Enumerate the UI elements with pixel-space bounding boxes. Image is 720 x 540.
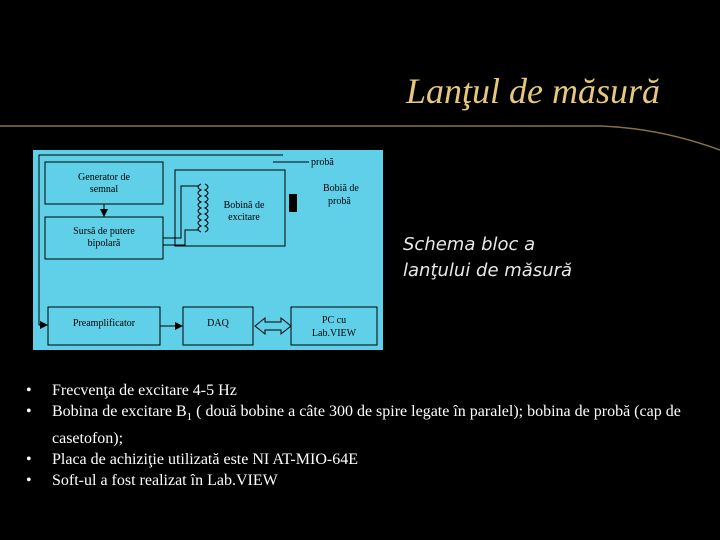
diagram-caption: [403, 232, 572, 284]
daq-label: DAQ: [207, 318, 229, 329]
slide-title: Lanţul de măsură: [405, 71, 660, 111]
bullet-item: [26, 401, 696, 449]
excitation-coil-label-1: Bobină de: [223, 200, 265, 211]
probe-coil-label-1: Bobiă de: [323, 183, 359, 194]
bullet-dot: •: [26, 403, 32, 420]
bullet-text-4: Soft-ul a fost realizat în Lab.VIEW: [52, 472, 278, 490]
block-diagram: [33, 150, 383, 350]
bullet-text-2-post: ( două bobine a câte 300 de spire legate în paralel); bobina de probă (cap de casetofon);: [52, 403, 681, 448]
bullet-dot: •: [26, 451, 32, 469]
bullet-item: [26, 470, 696, 491]
bullet-text-1: Frecvenţa de excitare 4-5 Hz: [52, 382, 237, 399]
power-supply-label-1: Sursă de putere: [73, 226, 135, 237]
generator-label-2: semnal: [89, 184, 119, 195]
bullet-dot: •: [26, 472, 32, 490]
preamp-label: Preamplificator: [72, 318, 136, 329]
caption-line-1: Schema bloc a: [403, 234, 536, 255]
probe-label: probă: [311, 157, 334, 168]
pc-label-2: Lab.VIEW: [311, 328, 357, 339]
bullet-text-2-sub: 1: [186, 411, 193, 424]
bullet-text-2-pre: Bobina de excitare B: [52, 403, 187, 420]
probe-coil-label-2: probă: [328, 196, 351, 207]
probe-head: [289, 194, 297, 212]
power-supply-label-2: bipolară: [87, 238, 121, 249]
bullet-item: [26, 380, 696, 401]
pc-label-1: PC cu: [321, 315, 347, 326]
excitation-coil-label-2: excitare: [228, 212, 260, 223]
bullet-list: [26, 380, 696, 491]
title-underline: [0, 124, 720, 152]
bullet-item: [26, 449, 696, 470]
caption-line-2: lanţului de măsură: [403, 260, 573, 281]
generator-label-1: Generator de: [78, 172, 130, 183]
bullet-text-3: Placa de achiziţie utilizată este NI AT-MIO-64E: [52, 451, 358, 469]
bullet-dot: •: [26, 382, 32, 399]
